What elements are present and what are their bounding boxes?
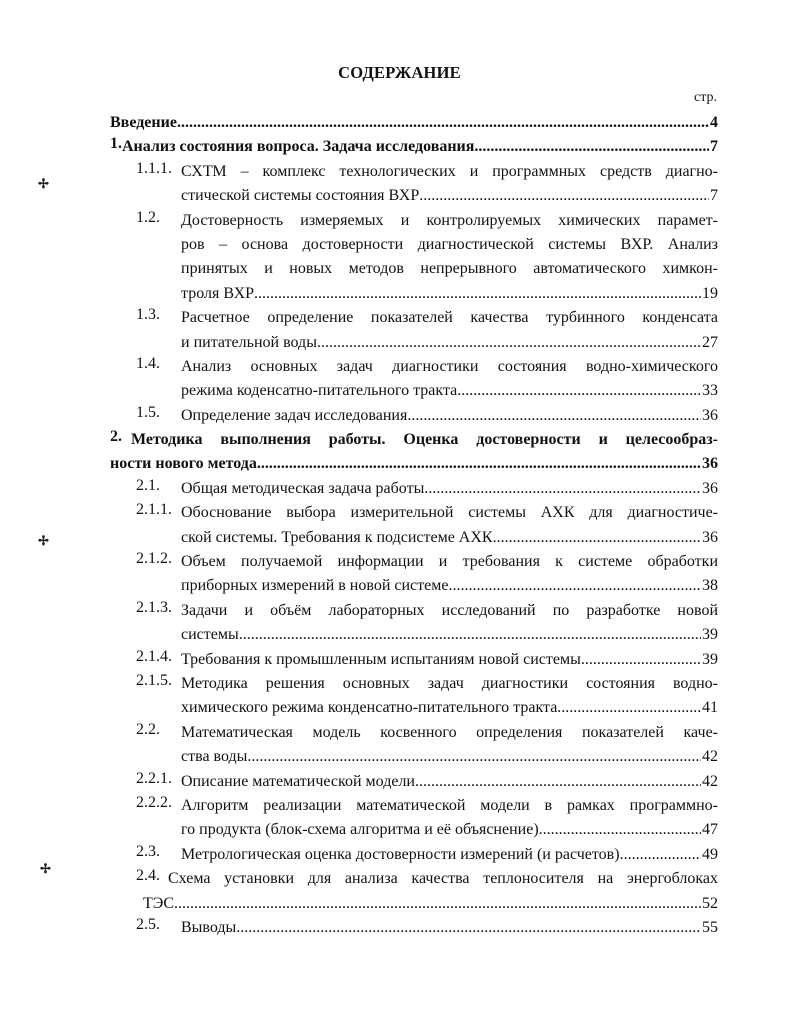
dot-leader <box>474 135 709 159</box>
toc-entry-page-number: 39 <box>702 650 718 668</box>
dot-leader <box>620 843 701 867</box>
dot-leader <box>424 477 701 501</box>
toc-entry-title: ской системы. Требования к подсистеме АХК <box>181 528 493 546</box>
toc-entry-page-number: 52 <box>702 894 718 912</box>
toc-entry-text-line: Математическая модель косвенного определения показателей каче- <box>181 723 718 741</box>
toc-entry-number: 2.2.2. <box>136 793 172 811</box>
dot-leader <box>407 404 701 428</box>
toc-entry-text-line: Методика выполнения работы. Оценка достоверности и целесообраз- <box>131 431 718 449</box>
toc-entry-title: го продукта (блок-схема алгоритма и её объяснение) <box>181 821 539 839</box>
toc-entry-number: 2.1.4. <box>136 647 172 665</box>
toc-entry-text-line: Методика решения основных задач диагностики состояния водно- <box>181 674 718 692</box>
toc-entry <box>110 135 718 159</box>
toc-entry-number: 2.4. <box>136 867 160 885</box>
page-title: СОДЕРЖАНИЕ <box>338 63 461 82</box>
toc-entry-number: 2.1.2. <box>136 550 172 568</box>
toc-entry-title: системы <box>181 626 239 644</box>
margin-mark-icon: ✢ <box>38 533 49 548</box>
toc-entry-last-line <box>181 574 718 598</box>
toc-entry-number: 2.3. <box>136 842 160 860</box>
dot-leader <box>557 696 701 720</box>
dot-leader <box>254 282 701 306</box>
dot-leader <box>448 574 701 598</box>
toc-entry-title: троля ВХР <box>181 284 255 302</box>
margin-mark-icon: ✢ <box>38 176 49 191</box>
toc-entry-page-number: 36 <box>702 479 718 497</box>
toc-entry <box>110 770 718 794</box>
toc-entry-text-line: Алгоритм реализации математической модели в рамках программно- <box>181 796 718 814</box>
toc-entry <box>110 477 718 501</box>
toc-entry-number: 2.1.1. <box>136 501 172 519</box>
toc-entry-number: 1.1.1. <box>136 159 172 177</box>
toc-entry-last-line <box>110 111 718 135</box>
table-of-contents <box>110 111 718 940</box>
dot-leader <box>236 916 701 940</box>
toc-entry-title: химического режима конденсатно-питательного тракта <box>181 699 558 717</box>
toc-entry <box>110 599 718 648</box>
toc-entry <box>110 111 718 135</box>
dot-leader <box>415 770 701 794</box>
toc-entry-last-line <box>181 696 718 720</box>
toc-entry-last-line <box>143 892 718 916</box>
toc-entry-last-line <box>181 745 718 769</box>
dot-leader <box>177 111 709 135</box>
toc-entry-number: 1.4. <box>136 354 160 372</box>
toc-entry <box>110 160 718 209</box>
toc-entry-number: 1.3. <box>136 306 160 324</box>
toc-entry-text-line: принятых и новых методов непрерывного автоматического химкон- <box>181 260 718 278</box>
toc-entry <box>110 867 718 916</box>
toc-entry <box>110 916 718 940</box>
toc-entry-title: режима коденсатно-питательного тракта <box>181 382 458 400</box>
toc-entry-title: Общая методическая задача работы <box>181 479 425 497</box>
toc-entry-last-line <box>181 623 718 647</box>
toc-entry-last-line <box>181 526 718 550</box>
toc-entry-title: Введение <box>110 114 177 131</box>
toc-entry <box>110 672 718 721</box>
toc-entry-last-line <box>181 648 718 672</box>
toc-entry <box>110 404 718 428</box>
toc-entry-page-number: 36 <box>702 406 718 424</box>
toc-entry-page-number: 36 <box>702 455 718 473</box>
toc-entry-title: ТЭС <box>143 894 175 912</box>
toc-entry-number: 1.5. <box>136 403 160 421</box>
dot-leader <box>457 379 701 403</box>
toc-entry-title: Описание математической модели <box>181 772 415 790</box>
dot-leader <box>581 648 701 672</box>
toc-entry-title: Метрологическая оценка достоверности измерений (и расчетов) <box>181 845 620 863</box>
toc-entry-last-line <box>181 404 718 428</box>
dot-leader <box>539 818 701 842</box>
margin-mark-icon: ✢ <box>40 861 51 876</box>
toc-entry-text-line: ров – основа достоверности диагностической системы ВХР. Анализ <box>181 235 718 253</box>
toc-entry-last-line <box>181 477 718 501</box>
toc-entry-last-line <box>181 184 718 208</box>
toc-entry <box>110 721 718 770</box>
toc-entry-page-number: 33 <box>702 382 718 400</box>
toc-entry-page-number: 19 <box>702 284 718 302</box>
toc-entry-text-line: Достоверность измеряемых и контролируемых химических парамет- <box>181 211 718 229</box>
toc-entry-last-line <box>110 452 718 476</box>
toc-entry-last-line <box>181 916 718 940</box>
toc-entry-title: приборных измерений в новой системе <box>181 577 449 595</box>
toc-entry-page-number: 36 <box>702 528 718 546</box>
toc-entry-page-number: 41 <box>702 699 718 717</box>
toc-entry-number: 1.2. <box>136 208 160 226</box>
toc-entry-page-number: 42 <box>702 748 718 766</box>
toc-entry-number: 2.1.3. <box>136 598 172 616</box>
toc-entry <box>110 648 718 672</box>
toc-entry-title: Требования к промышленным испытаниям новой системы <box>181 650 581 668</box>
toc-entry-text-line: Задачи и объём лабораторных исследований по разработке новой <box>181 601 718 619</box>
dot-leader <box>493 526 701 550</box>
toc-entry-page-number: 49 <box>702 845 718 863</box>
toc-entry-title: ства воды <box>181 748 248 766</box>
toc-entry <box>110 501 718 550</box>
toc-entry-page-number: 55 <box>702 918 718 936</box>
toc-entry-number: 2.2. <box>136 720 160 738</box>
toc-entry-text-line: Обоснование выбора измерительной системы АХК для диагностиче- <box>181 504 718 522</box>
toc-entry-number: 2.5. <box>136 915 160 933</box>
toc-entry-page-number: 47 <box>702 821 718 839</box>
toc-entry <box>110 306 718 355</box>
toc-entry-title: и питательной воды <box>181 333 317 351</box>
toc-entry-title: Определение задач исследования <box>181 406 408 424</box>
toc-entry <box>110 843 718 867</box>
toc-entry-title: Анализ состояния вопроса. Задача исследования <box>122 138 475 156</box>
toc-entry-title: ности нового метода <box>110 455 257 473</box>
dot-leader <box>317 331 701 355</box>
toc-entry-last-line <box>181 770 718 794</box>
toc-entry <box>110 209 718 307</box>
toc-entry-text-line: Анализ основных задач диагностики состояния водно-химического <box>181 357 718 375</box>
toc-entry <box>110 794 718 843</box>
toc-entry-page-number: 4 <box>710 114 718 131</box>
dot-leader <box>257 452 701 476</box>
toc-entry-number: 1. <box>110 135 122 153</box>
toc-entry-last-line <box>181 843 718 867</box>
toc-entry-title: Выводы <box>181 918 237 936</box>
dot-leader <box>419 184 709 208</box>
toc-entry <box>110 550 718 599</box>
toc-entry-page-number: 27 <box>702 333 718 351</box>
dot-leader <box>174 892 701 916</box>
toc-entry-number: 2. <box>110 428 122 446</box>
toc-entry-text-line: Схема установки для анализа качества теплоносителя на энергоблоках <box>168 870 718 888</box>
toc-entry-title: стической системы состояния ВХР <box>181 187 420 205</box>
toc-entry-page-number: 42 <box>702 772 718 790</box>
toc-entry-text-line: Объем получаемой информации и требования к системе обработки <box>181 553 718 571</box>
toc-entry-text-line: Расчетное определение показателей качества турбинного конденсата <box>181 309 718 327</box>
toc-entry <box>110 428 718 477</box>
toc-entry-last-line <box>181 282 718 306</box>
page-column-label: стр. <box>693 90 717 105</box>
toc-entry-page-number: 7 <box>710 187 718 205</box>
toc-entry-page-number: 7 <box>710 138 718 156</box>
toc-entry-last-line <box>181 379 718 403</box>
toc-entry-page-number: 38 <box>702 577 718 595</box>
toc-entry-number: 2.2.1. <box>136 769 172 787</box>
toc-entry-last-line <box>122 135 718 159</box>
toc-entry-last-line <box>181 331 718 355</box>
toc-entry-page-number: 39 <box>702 626 718 644</box>
dot-leader <box>247 745 701 769</box>
toc-entry <box>110 355 718 404</box>
toc-entry-text-line: СХТМ – комплекс технологических и программных средств диагно- <box>181 162 718 180</box>
toc-entry-last-line <box>181 818 718 842</box>
toc-entry-number: 2.1. <box>136 476 160 494</box>
toc-entry-number: 2.1.5. <box>136 671 172 689</box>
dot-leader <box>239 623 701 647</box>
